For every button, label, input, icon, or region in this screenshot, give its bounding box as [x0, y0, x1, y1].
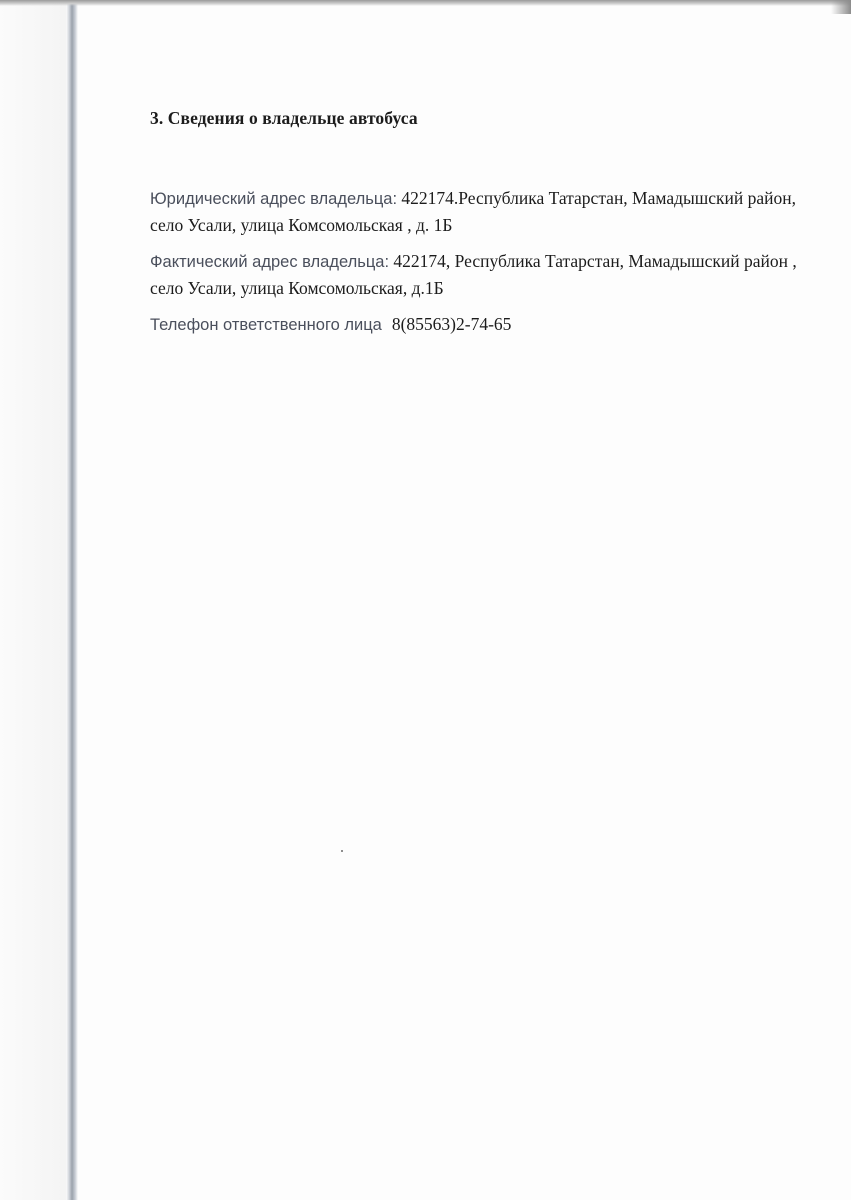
phone-field [150, 311, 830, 338]
legal-address-label: Юридический адрес владельца: [150, 190, 398, 208]
legal-address-field [150, 185, 830, 238]
scan-top-edge-corner [831, 0, 851, 14]
actual-address-value: 422174, Республика Татарстан, Мамадышский район , село Усали, улица Комсомольская, д.1Б [150, 251, 797, 298]
scan-top-edge [0, 0, 851, 6]
actual-address-field [150, 248, 830, 301]
phone-value: 8(85563)2-74-65 [391, 314, 512, 334]
section-title: 3. Сведения о владельце автобуса [150, 108, 418, 128]
scan-speck [341, 850, 343, 852]
legal-address-value: 422174.Республика Татарстан, Мамадышский район, село Усали, улица Комсомольская , д. 1Б [150, 188, 796, 235]
document-content [150, 108, 830, 348]
actual-address-label: Фактический адрес владельца: [150, 253, 390, 271]
scan-binding-shadow [0, 0, 66, 1200]
scan-binding-strip [66, 0, 78, 1200]
phone-label: Телефон ответственного лица [150, 316, 382, 334]
